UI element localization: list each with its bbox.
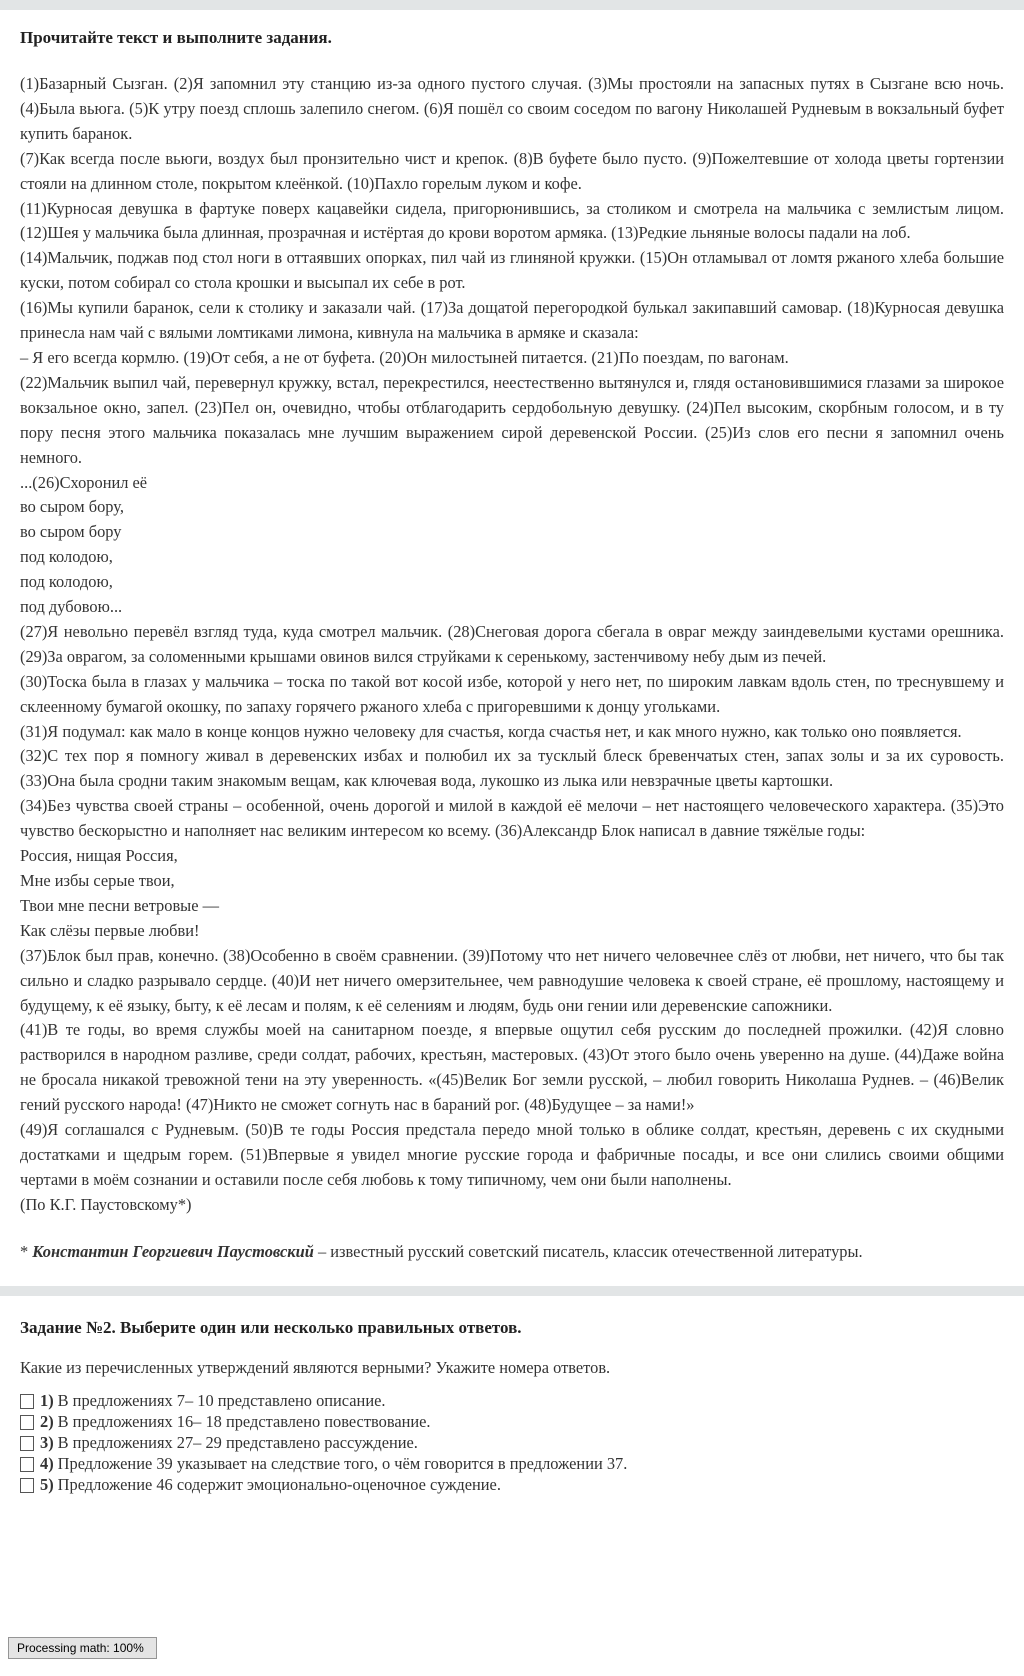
option-text: В предложениях 7– 10 представлено описание. [57, 1391, 386, 1411]
answer-option-3[interactable] [20, 1433, 1004, 1454]
checkbox[interactable] [20, 1457, 34, 1472]
song-line: во сыром бору, [20, 497, 124, 517]
option-number: 2) [40, 1412, 54, 1432]
paragraph: (11)Курносая девушка в фартуке поверх кацавейки сидела, пригорюнившись, за столиком и смотрела на мальчика с землистым лицом. (12)Шея у мальчика была длинная, прозрачная и истёртая до крови воротом армяка. (13)Редкие льняные волосы падали на лоб. [20, 198, 1004, 243]
paragraph: (41)В те годы, во время службы моей на санитарном поезде, я впервые ощутил себя русским до последней прожилки. (42)Я словно растворился в народном разливе, среди солдат, рабочих, крестьян, мастеровых. (43)От этого было очень уверенно на душе. (44)Даже война не бросала никакой тревожной тени на эту уверенность. «(45)Велик Бог земли русской, – любил говорить Николаша Руднев. – (46)Велик гений русского народа! (47)Никто не сможет согнуть нас в бараний рог. (48)Будущее – за нами!» [20, 1020, 1004, 1115]
checkbox[interactable] [20, 1394, 34, 1409]
answer-option-4[interactable] [20, 1454, 1004, 1475]
answer-options [20, 1391, 1004, 1496]
paragraph: (37)Блок был прав, конечно. (38)Особенно в своём сравнении. (39)Потому что нет ничего человечнее слёз от любви, нет ничего, что бы так сильно и сладко разрывало сердце. (40)И нет ничего омерзительнее, чем равнодушие человека к своей стране, её прошлому, настоящему и будущему, к её языку, быту, к её лесам и полям, к её селениям и людям, будь они гении или деревенские сапожники. [20, 945, 1004, 1015]
task-section [0, 1317, 1024, 1496]
task-question: Какие из перечисленных утверждений являются верными? Укажите номера ответов. [20, 1357, 611, 1377]
paragraph: (34)Без чувства своей страны – особенной, очень дорогой и милой в каждой её мелочи – нет настоящего человеческого характера. (35)Это чувство бескорыстно и наполняет нас великим интересом ко всему. (36)Александр Блок написал в давние тяжёлые годы: [20, 796, 1004, 841]
paragraph: (27)Я невольно перевёл взгляд туда, куда смотрел мальчик. (28)Снеговая дорога сбегала в овраг между заиндевелыми кустами орешника. (29)За оврагом, за соломенными крышами овинов вился струйками к серенькому, застенчивому небу дым из печей. [20, 621, 1004, 666]
option-text: Предложение 46 содержит эмоционально-оценочное суждение. [57, 1475, 501, 1495]
option-number: 1) [40, 1391, 54, 1411]
footnote [20, 1240, 1004, 1264]
song-line: под колодою, [20, 547, 113, 567]
option-text: В предложениях 27– 29 представлено рассуждение. [57, 1433, 418, 1453]
option-text: В предложениях 16– 18 представлено повествование. [57, 1412, 431, 1432]
text-source: (По К.Г. Паустовскому*) [20, 1194, 192, 1214]
song-line: ...(26)Схоронил её [20, 472, 148, 492]
paragraph: (7)Как всегда после вьюги, воздух был пронзительно чист и крепок. (8)В буфете было пусто. (9)Пожелтевшие от холода цветы гортензии стояли на длинном столе, покрытом клеёнкой. (10)Пахло горелым луком и кофе. [20, 148, 1004, 193]
song-line: под колодою, [20, 572, 113, 592]
paragraph: (22)Мальчик выпил чай, перевернул кружку, встал, перекрестился, неестественно вытянулся и, глядя остановившимися глазами за широкое вокзальное окно, запел. (23)Пел он, очевидно, чтобы отблагодарить сердобольную девушку. (24)Пел высоким, скорбным голосом, и в ту пору песня этого мальчика показалась мне лучшим выражением сирой деревенской России. (25)Из слов его песни я запомнил очень немного. [20, 372, 1004, 467]
poem-line: Россия, нищая Россия, [20, 846, 178, 866]
song-line: во сыром бору [20, 522, 122, 542]
paragraph: (30)Тоска была в глазах у мальчика – тоска по такой вот косой избе, которой у него нет, по широким лавкам вдоль стен, по треснувшему и склеенному бумагой окошку, по запаху горячего ржаного хлеба с пригоревшими к донцу угольками. [20, 671, 1004, 716]
paragraph: (31)Я подумал: как мало в конце концов нужно человеку для счастья, когда счастья нет, и как много нужно, как только оно появляется. [20, 721, 962, 741]
checkbox[interactable] [20, 1478, 34, 1493]
paragraph: (14)Мальчик, поджав под стол ноги в оттаявших опорках, пил чай из глиняной кружки. (15)Он отламывал от ломтя ржаного хлеба большие куски, потом собирал со стола крошки и высыпал их себе в рот. [20, 248, 1004, 293]
paragraph: (49)Я соглашался с Рудневым. (50)В те годы Россия предстала передо мной только в облике солдат, крестьян, деревень с их скудными достатками и щедрым горем. (51)Впервые я увидел многие русские города и фабричные посады, и все они слились своими общими чертами в моём сознании и оставили после себя любовь к тому типичному, чем они были наполнены. [20, 1120, 1004, 1189]
footnote-text: – известный русский советский писатель, классик отечественной литературы. [313, 1241, 863, 1261]
paragraph: (1)Базарный Сызган. (2)Я запомнил эту станцию из-за одного пустого случая. (3)Мы простояли на запасных путях в Сызгане всю ночь. (4)Была вьюга. (5)К утру поезд сплошь залепило снегом. (6)Я пошёл со своим соседом по вагону Николашей Рудневым в вокзальный буфет купить баранок. [20, 74, 1004, 143]
paragraph: (32)С тех пор я помногу живал в деревенских избах и полюбил их за тусклый блеск бревенчатых стен, запах золы и за их суровость. (33)Она была сродни таким знакомым вещам, как ключевая вода, лукошко из лыка или невзрачные цветы картошки. [20, 746, 1004, 791]
top-bar [0, 0, 1024, 10]
footnote-star: * [20, 1241, 33, 1261]
section-divider [0, 1286, 1024, 1296]
footnote-author: Константин Георгиевич Паустовский [32, 1241, 314, 1261]
instruction-heading: Прочитайте текст и выполните задания. [20, 28, 332, 47]
answer-option-5[interactable] [20, 1475, 1004, 1496]
math-processing-status: Processing math: 100% [8, 1637, 157, 1659]
option-number: 4) [40, 1454, 54, 1474]
option-number: 5) [40, 1475, 54, 1495]
task-heading: Задание №2. Выберите один или несколько правильных ответов. [20, 1317, 522, 1337]
option-number: 3) [40, 1433, 54, 1453]
paragraph: – Я его всегда кормлю. (19)От себя, а не от буфета. (20)Он милостыней питается. (21)По поездам, по вагонам. [20, 347, 789, 367]
answer-option-2[interactable] [20, 1412, 1004, 1433]
reading-text [20, 72, 1004, 1218]
song-line: под дубовою... [20, 597, 123, 617]
checkbox[interactable] [20, 1436, 34, 1451]
poem-line: Твои мне песни ветровые — [20, 895, 219, 915]
checkbox[interactable] [20, 1415, 34, 1430]
reading-section [0, 27, 1024, 1264]
paragraph: (16)Мы купили баранок, сели к столику и заказали чай. (17)За дощатой перегородкой булькал закипавший самовар. (18)Курносая девушка принесла нам чай с вялыми ломтиками лимона, кивнула на мальчика в армяке и сказала: [20, 298, 1004, 343]
poem-line: Мне избы серые твои, [20, 871, 175, 890]
answer-option-1[interactable] [20, 1391, 1004, 1412]
option-text: Предложение 39 указывает на следствие того, о чём говорится в предложении 37. [57, 1454, 628, 1474]
poem-line: Как слёзы первые любви! [20, 920, 200, 940]
